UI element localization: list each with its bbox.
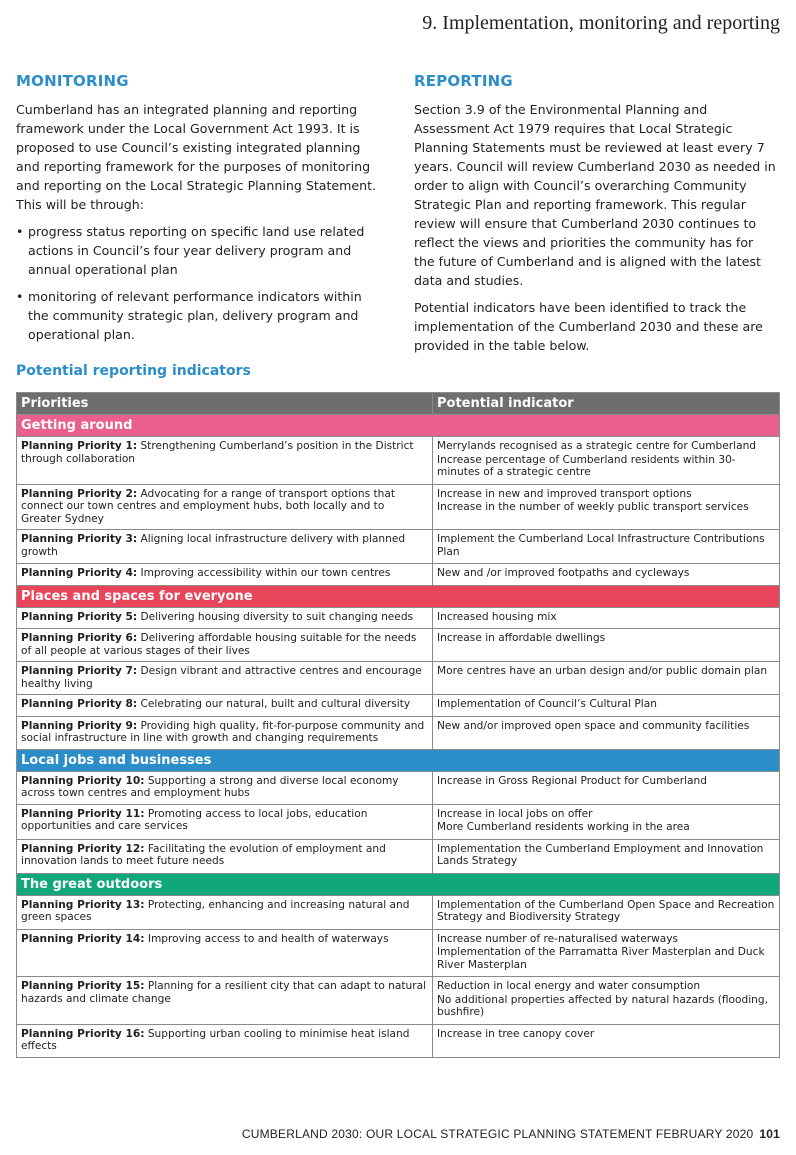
- indicator-item: No additional properties affected by natural hazards (flooding, bushfire): [437, 993, 768, 1018]
- priority-cell: [17, 437, 433, 485]
- table-row: [17, 607, 780, 629]
- priority-cell: [17, 839, 433, 873]
- priority-label: Planning Priority 3:: [21, 533, 138, 545]
- indicator-item: Increase percentage of Cumberland residents within 30-minutes of a strategic centre: [437, 453, 736, 478]
- table-row: [17, 530, 780, 564]
- group-header-row: [17, 873, 780, 895]
- priority-label: Planning Priority 6:: [21, 632, 138, 644]
- priority-label: Planning Priority 1:: [21, 440, 138, 452]
- table-row: [17, 839, 780, 873]
- monitoring-bullet: • monitoring of relevant performance indicators within the community strategic plan, delivery program and operational plan.: [16, 287, 378, 344]
- indicators-table: [16, 392, 780, 1058]
- indicator-item: Implementation of the Parramatta River Masterplan and Duck River Masterplan: [437, 946, 765, 971]
- priority-text: Planning for a resilient city that can adapt to natural hazards and climate change: [21, 980, 427, 1005]
- indicator-item: Increase in the number of weekly public transport services: [437, 501, 749, 513]
- indicator-item: Reduction in local energy and water consumption: [437, 980, 701, 992]
- table-row: [17, 1024, 780, 1057]
- priority-cell: [17, 771, 433, 804]
- indicator-cell: [433, 1024, 780, 1057]
- priority-cell: [17, 607, 433, 629]
- page-number: 101: [759, 1127, 780, 1141]
- priority-cell: [17, 564, 433, 586]
- table-row: [17, 564, 780, 586]
- group-title: The great outdoors: [17, 873, 780, 895]
- indicator-cell: [433, 564, 780, 586]
- group-title: Local jobs and businesses: [17, 749, 780, 771]
- indicator-cell: [433, 839, 780, 873]
- priority-label: Planning Priority 4:: [21, 567, 138, 579]
- priority-text: Design vibrant and attractive centres and encourage healthy living: [21, 665, 422, 690]
- indicator-item: More Cumberland residents working in the area: [437, 821, 690, 833]
- monitoring-bullet: • progress status reporting on specific land use related actions in Council’s four year delivery program and annual operational plan: [16, 222, 378, 279]
- priority-text: Strengthening Cumberland’s position in the District through collaboration: [21, 440, 414, 465]
- priority-label: Planning Priority 14:: [21, 932, 145, 945]
- priority-text: Supporting urban cooling to minimise heat island effects: [21, 1027, 410, 1052]
- indicator-item: Implementation of Council’s Cultural Plan: [437, 698, 657, 710]
- indicator-item: New and /or improved footpaths and cycleways: [437, 567, 690, 579]
- priority-text: Delivering affordable housing suitable for the needs of all people at various stages of their lives: [21, 632, 417, 657]
- indicator-item: Merrylands recognised as a strategic centre for Cumberland: [437, 440, 757, 452]
- priority-text: Celebrating our natural, built and cultural diversity: [137, 698, 411, 710]
- indicator-cell: [433, 977, 780, 1025]
- column-header-indicator: Potential indicator: [433, 393, 780, 415]
- table-row: [17, 771, 780, 804]
- indicator-item: Increase number of re-naturalised waterways: [437, 932, 679, 945]
- priority-label: Planning Priority 8:: [21, 698, 138, 710]
- indicator-item: Implementation of the Cumberland Open Space and Recreation Strategy and Biodiversity Strategy: [437, 898, 775, 923]
- reporting-heading: REPORTING: [414, 72, 513, 90]
- reporting-paragraph-1: Section 3.9 of the Environmental Planning and Assessment Act 1979 requires that Local Strategic Planning Statements must be reviewed at least every 7 years. Council will review Cumberland 2030 as needed in order to align with Council’s overarching Community Strategic Plan and reporting framework. This regular review will ensure that Cumberland 2030 continues to reflect the views and priorities the community has for the future of Cumberland and is aligned with the latest data and studies.: [414, 102, 776, 288]
- priority-label: Planning Priority 9:: [21, 719, 138, 732]
- group-header-row: [17, 585, 780, 607]
- group-title: Getting around: [17, 415, 780, 437]
- priority-label: Planning Priority 7:: [21, 665, 138, 677]
- table-row: [17, 695, 780, 717]
- priority-cell: [17, 484, 433, 530]
- indicator-item: More centres have an urban design and/or public domain plan: [437, 665, 768, 677]
- indicator-cell: [433, 929, 780, 977]
- priority-text: Protecting, enhancing and increasing natural and green spaces: [21, 898, 410, 923]
- indicator-item: Increase in local jobs on offer: [437, 807, 593, 820]
- table-row: [17, 895, 780, 929]
- priority-text: Improving accessibility within our town centres: [137, 567, 391, 579]
- page-footer: [242, 1127, 780, 1141]
- indicator-cell: [433, 771, 780, 804]
- priority-text: Facilitating the evolution of employment and innovation lands to meet future needs: [21, 842, 386, 867]
- indicator-item: Increase in affordable dwellings: [437, 632, 606, 644]
- table-row: [17, 716, 780, 749]
- indicator-item: Increase in Gross Regional Product for Cumberland: [437, 774, 707, 787]
- indicator-cell: [433, 530, 780, 564]
- indicator-cell: [433, 437, 780, 485]
- priority-cell: [17, 695, 433, 717]
- priority-label: Planning Priority 10:: [21, 774, 145, 787]
- priority-cell: [17, 804, 433, 839]
- reporting-paragraph-2: Potential indicators have been identified to track the implementation of the Cumberland 2030 and these are provided in the table below.: [414, 300, 763, 353]
- priority-label: Planning Priority 16:: [21, 1027, 145, 1040]
- priority-label: Planning Priority 2:: [21, 487, 138, 500]
- priority-label: Planning Priority 12:: [21, 842, 145, 855]
- table-row: [17, 437, 780, 485]
- priority-text: Providing high quality, fit-for-purpose community and social infrastructure in line with growth and changing requirements: [21, 719, 425, 744]
- indicator-cell: [433, 804, 780, 839]
- indicator-cell: [433, 484, 780, 530]
- table-row: [17, 484, 780, 530]
- reporting-section: [414, 72, 776, 363]
- monitoring-heading: MONITORING: [16, 72, 129, 90]
- table-row: [17, 662, 780, 695]
- priority-label: Planning Priority 13:: [21, 898, 145, 911]
- group-header-row: [17, 749, 780, 771]
- priority-text: Promoting access to local jobs, education opportunities and care services: [21, 807, 368, 832]
- priority-cell: [17, 716, 433, 749]
- priority-cell: [17, 977, 433, 1025]
- indicator-cell: [433, 695, 780, 717]
- indicator-item: Increased housing mix: [437, 610, 557, 623]
- priority-label: Planning Priority 5:: [21, 610, 138, 623]
- priority-label: Planning Priority 11:: [21, 807, 145, 820]
- table-heading: Potential reporting indicators: [16, 363, 251, 379]
- priority-cell: [17, 530, 433, 564]
- indicator-cell: [433, 629, 780, 662]
- monitoring-bullet-list: [16, 222, 378, 344]
- table-row: [17, 804, 780, 839]
- monitoring-section: [16, 72, 378, 352]
- table-row: [17, 929, 780, 977]
- priority-cell: [17, 629, 433, 662]
- table-row: [17, 977, 780, 1025]
- table-body: [17, 415, 780, 1058]
- priority-text: Supporting a strong and diverse local economy across town centres and employment hubs: [21, 774, 399, 799]
- column-header-priorities: Priorities: [17, 393, 433, 415]
- monitoring-paragraph: Cumberland has an integrated planning and reporting framework under the Local Government Act 1993. It is proposed to use Council’s existing integrated planning and reporting framework for the purposes of monitoring and reporting on the Local Strategic Planning Statement. This will be through:: [16, 102, 377, 212]
- table-header-row: [17, 393, 780, 415]
- indicator-cell: [433, 895, 780, 929]
- priority-text: Improving access to and health of waterways: [144, 932, 389, 945]
- priority-text: Advocating for a range of transport options that connect our town centres and employment hubs, both locally and to Greater Sydney: [21, 487, 395, 525]
- indicator-item: New and/or improved open space and community facilities: [437, 719, 750, 732]
- group-header-row: [17, 415, 780, 437]
- indicator-cell: [433, 662, 780, 695]
- indicator-item: Implementation the Cumberland Employment and Innovation Lands Strategy: [437, 842, 764, 867]
- footer-text: CUMBERLAND 2030: OUR LOCAL STRATEGIC PLANNING STATEMENT FEBRUARY 2020: [241, 1127, 754, 1141]
- indicator-cell: [433, 716, 780, 749]
- indicator-item: Increase in tree canopy cover: [437, 1027, 595, 1040]
- indicator-item: Increase in new and improved transport options: [437, 487, 692, 500]
- indicator-cell: [433, 607, 780, 629]
- indicator-item: Implement the Cumberland Local Infrastructure Contributions Plan: [437, 533, 765, 558]
- priority-text: Aligning local infrastructure delivery with planned growth: [21, 533, 406, 558]
- priority-label: Planning Priority 15:: [21, 980, 145, 992]
- priority-cell: [17, 895, 433, 929]
- chapter-title: 9. Implementation, monitoring and reporting: [422, 12, 780, 34]
- priority-cell: [17, 1024, 433, 1057]
- priority-cell: [17, 929, 433, 977]
- priority-text: Delivering housing diversity to suit changing needs: [137, 610, 414, 623]
- group-title: Places and spaces for everyone: [17, 585, 780, 607]
- table-row: [17, 629, 780, 662]
- priority-cell: [17, 662, 433, 695]
